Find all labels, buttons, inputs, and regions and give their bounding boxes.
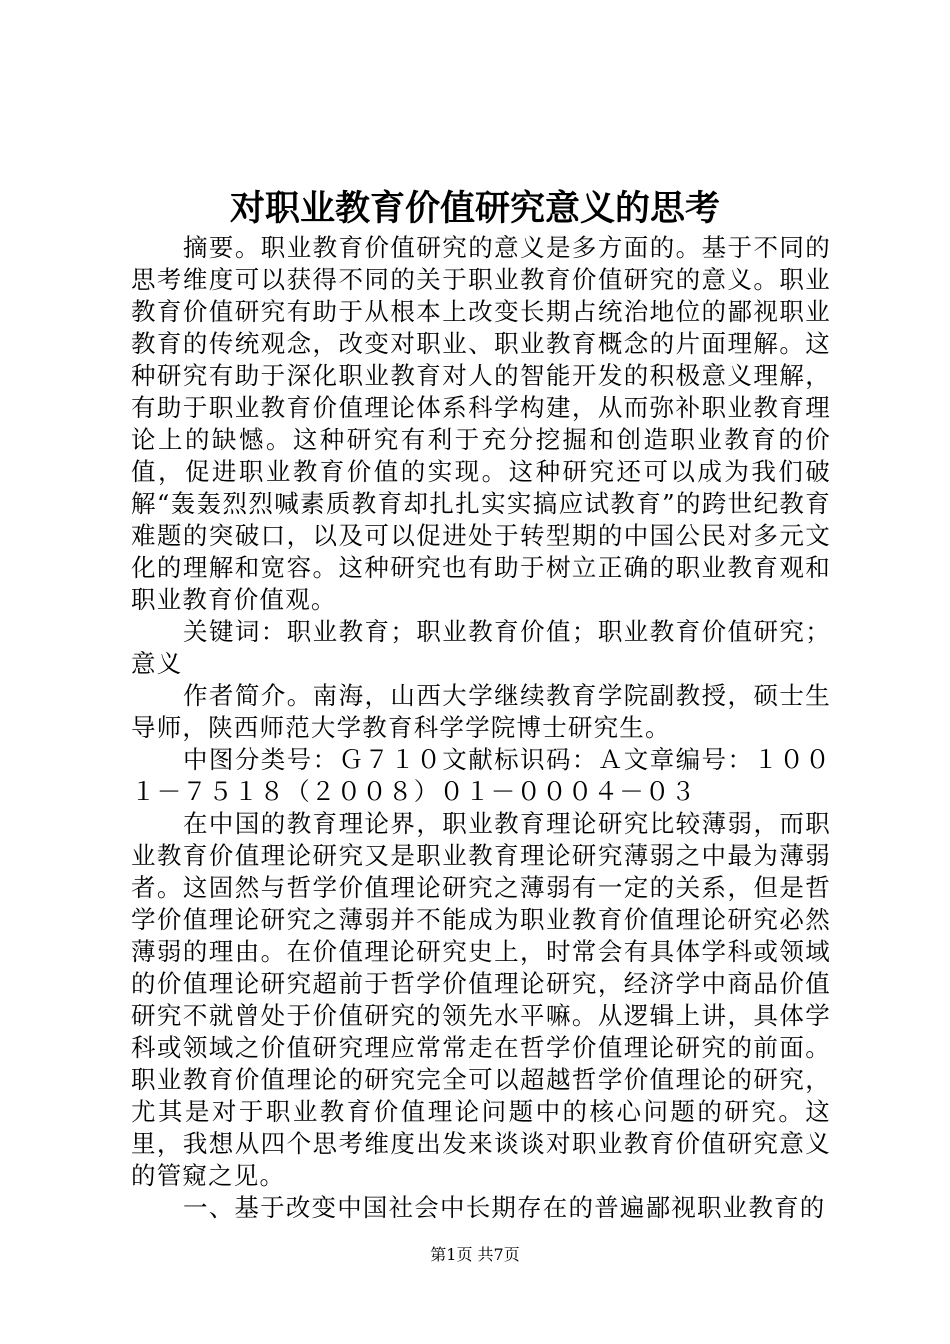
body-paragraph: 在中国的教育理论界，职业教育理论研究比较薄弱，而职业教育价值理论研究又是职业教育理论研究薄弱之中最为薄弱者。这固然与哲学价值理论研究之薄弱有一定的关系，但是哲学价值理论研究之薄弱并不能成为职业教育价值理论研究必然薄弱的理由。在价值理论研究史上，时常会有具体学科或领域的价值理论研究超前于哲学价值理论研究，经济学中商品价值研究不就曾处于价值研究的领先水平嘛。从逻辑上讲，具体学科或领域之价值研究理应常常走在哲学价值理论研究的前面。职业教育价值理论的研究完全可以超越哲学价值理论的研究，尤其是对于职业教育价值理论问题中的核心问题的研究。这里，我想从四个思考维度出发来谈谈对职业教育价值研究意义的管窥之见。	[131, 809, 831, 1190]
document-body	[131, 232, 831, 1224]
author-bio-paragraph: 作者简介。南海，山西大学继续教育学院副教授，硕士生导师，陕西师范大学教育科学学院博士研究生。	[131, 681, 831, 742]
keywords-paragraph: 关键词：职业教育；职业教育价值；职业教育价值研究；意义	[131, 617, 831, 678]
document-title: 对职业教育价值研究意义的思考	[229, 188, 720, 229]
page-footer: 第1页 共7页	[430, 1245, 520, 1264]
classification-paragraph: 中图分类号：Ｇ７１０文献标识码：Ａ文章编号：１００１－７５１８（２００８）０１－０００４－０３	[131, 745, 831, 806]
section-heading-paragraph: 一、基于改变中国社会中长期存在的普遍鄙视职业教育的	[183, 1193, 826, 1222]
abstract-paragraph: 摘要。职业教育价值研究的意义是多方面的。基于不同的思考维度可以获得不同的关于职业教育价值研究的意义。职业教育价值研究有助于从根本上改变长期占统治地位的鄙视职业教育的传统观念，改变对职业、职业教育概念的片面理解。这种研究有助于深化职业教育对人的智能开发的积极意义理解，有助于职业教育价值理论体系科学构建，从而弥补职业教育理论上的缺憾。这种研究有利于充分挖掘和创造职业教育的价值，促进职业教育价值的实现。这种研究还可以成为我们破解“轰轰烈烈喊素质教育却扎扎实实搞应试教育”的跨世纪教育难题的突破口，以及可以促进处于转型期的中国公民对多元文化的理解和宽容。这种研究也有助于树立正确的职业教育观和职业教育价值观。	[131, 233, 831, 614]
